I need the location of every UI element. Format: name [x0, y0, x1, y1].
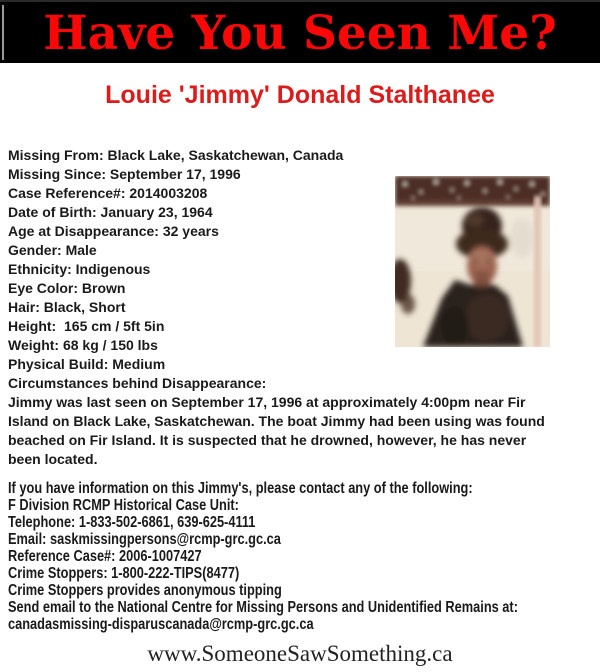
contact-national-centre: Send email to the National Centre for Missing Persons and Unidentified Remains at:: [8, 599, 518, 616]
detail-height: Height: 165 cm / 5ft 5in: [8, 318, 165, 334]
detail-missing-from: Missing From: Black Lake, Saskatchewan, Canada: [8, 147, 344, 163]
poster-title: Have You Seen Me?: [43, 5, 557, 61]
contact-intro: If you have information on this Jimmy's, please contact any of the following:: [8, 480, 473, 497]
contact-national-email: canadasmissing-disparuscanada@rcmp-grc.gc.ca: [8, 616, 314, 633]
detail-ethnicity: Ethnicity: Indigenous: [8, 261, 151, 277]
circumstances-text: Island on Black Lake, Saskatchewan. The boat Jimmy had been using was found: [8, 413, 545, 429]
detail-missing-since: Missing Since: September 17, 1996: [8, 166, 241, 182]
contact-crime-stoppers: Crime Stoppers: 1-800-222-TIPS(8477): [8, 565, 240, 582]
banner-left-edge: [2, 5, 4, 60]
footer-url: www.SomeoneSawSomething.ca: [147, 641, 453, 666]
detail-gender: Gender: Male: [8, 242, 97, 258]
detail-weight: Weight: 68 kg / 150 lbs: [8, 337, 158, 353]
detail-age: Age at Disappearance: 32 years: [8, 223, 219, 239]
contact-email: Email: saskmissingpersons@rcmp-grc.gc.ca: [8, 531, 281, 548]
contact-section: [8, 480, 592, 633]
person-name: Louie 'Jimmy' Donald Stalthanee: [105, 81, 495, 109]
detail-hair: Hair: Black, Short: [8, 299, 126, 315]
details-section: [8, 146, 592, 469]
contact-reference-case: Reference Case#: 2006-1007427: [8, 548, 202, 565]
circumstances-heading: Circumstances behind Disappearance:: [8, 375, 267, 391]
contact-telephone: Telephone: 1-833-502-6861, 639-625-4111: [8, 514, 256, 531]
contact-unit: F Division RCMP Historical Case Unit:: [8, 497, 239, 514]
circumstances-text: Jimmy was last seen on September 17, 1996 at approximately 4:00pm near Fir: [8, 394, 526, 410]
contact-anonymous-tipping: Crime Stoppers provides anonymous tipping: [8, 582, 282, 599]
detail-date-of-birth: Date of Birth: January 23, 1964: [8, 204, 213, 220]
detail-build: Physical Build: Medium: [8, 356, 166, 372]
circumstances-text: been located.: [8, 451, 98, 467]
detail-eye-color: Eye Color: Brown: [8, 280, 126, 296]
poster-banner: [0, 0, 600, 63]
circumstances-text: beached on Fir Island. It is suspected that he drowned, however, he has never: [8, 432, 527, 448]
detail-case-reference: Case Reference#: 2014003208: [8, 185, 208, 201]
